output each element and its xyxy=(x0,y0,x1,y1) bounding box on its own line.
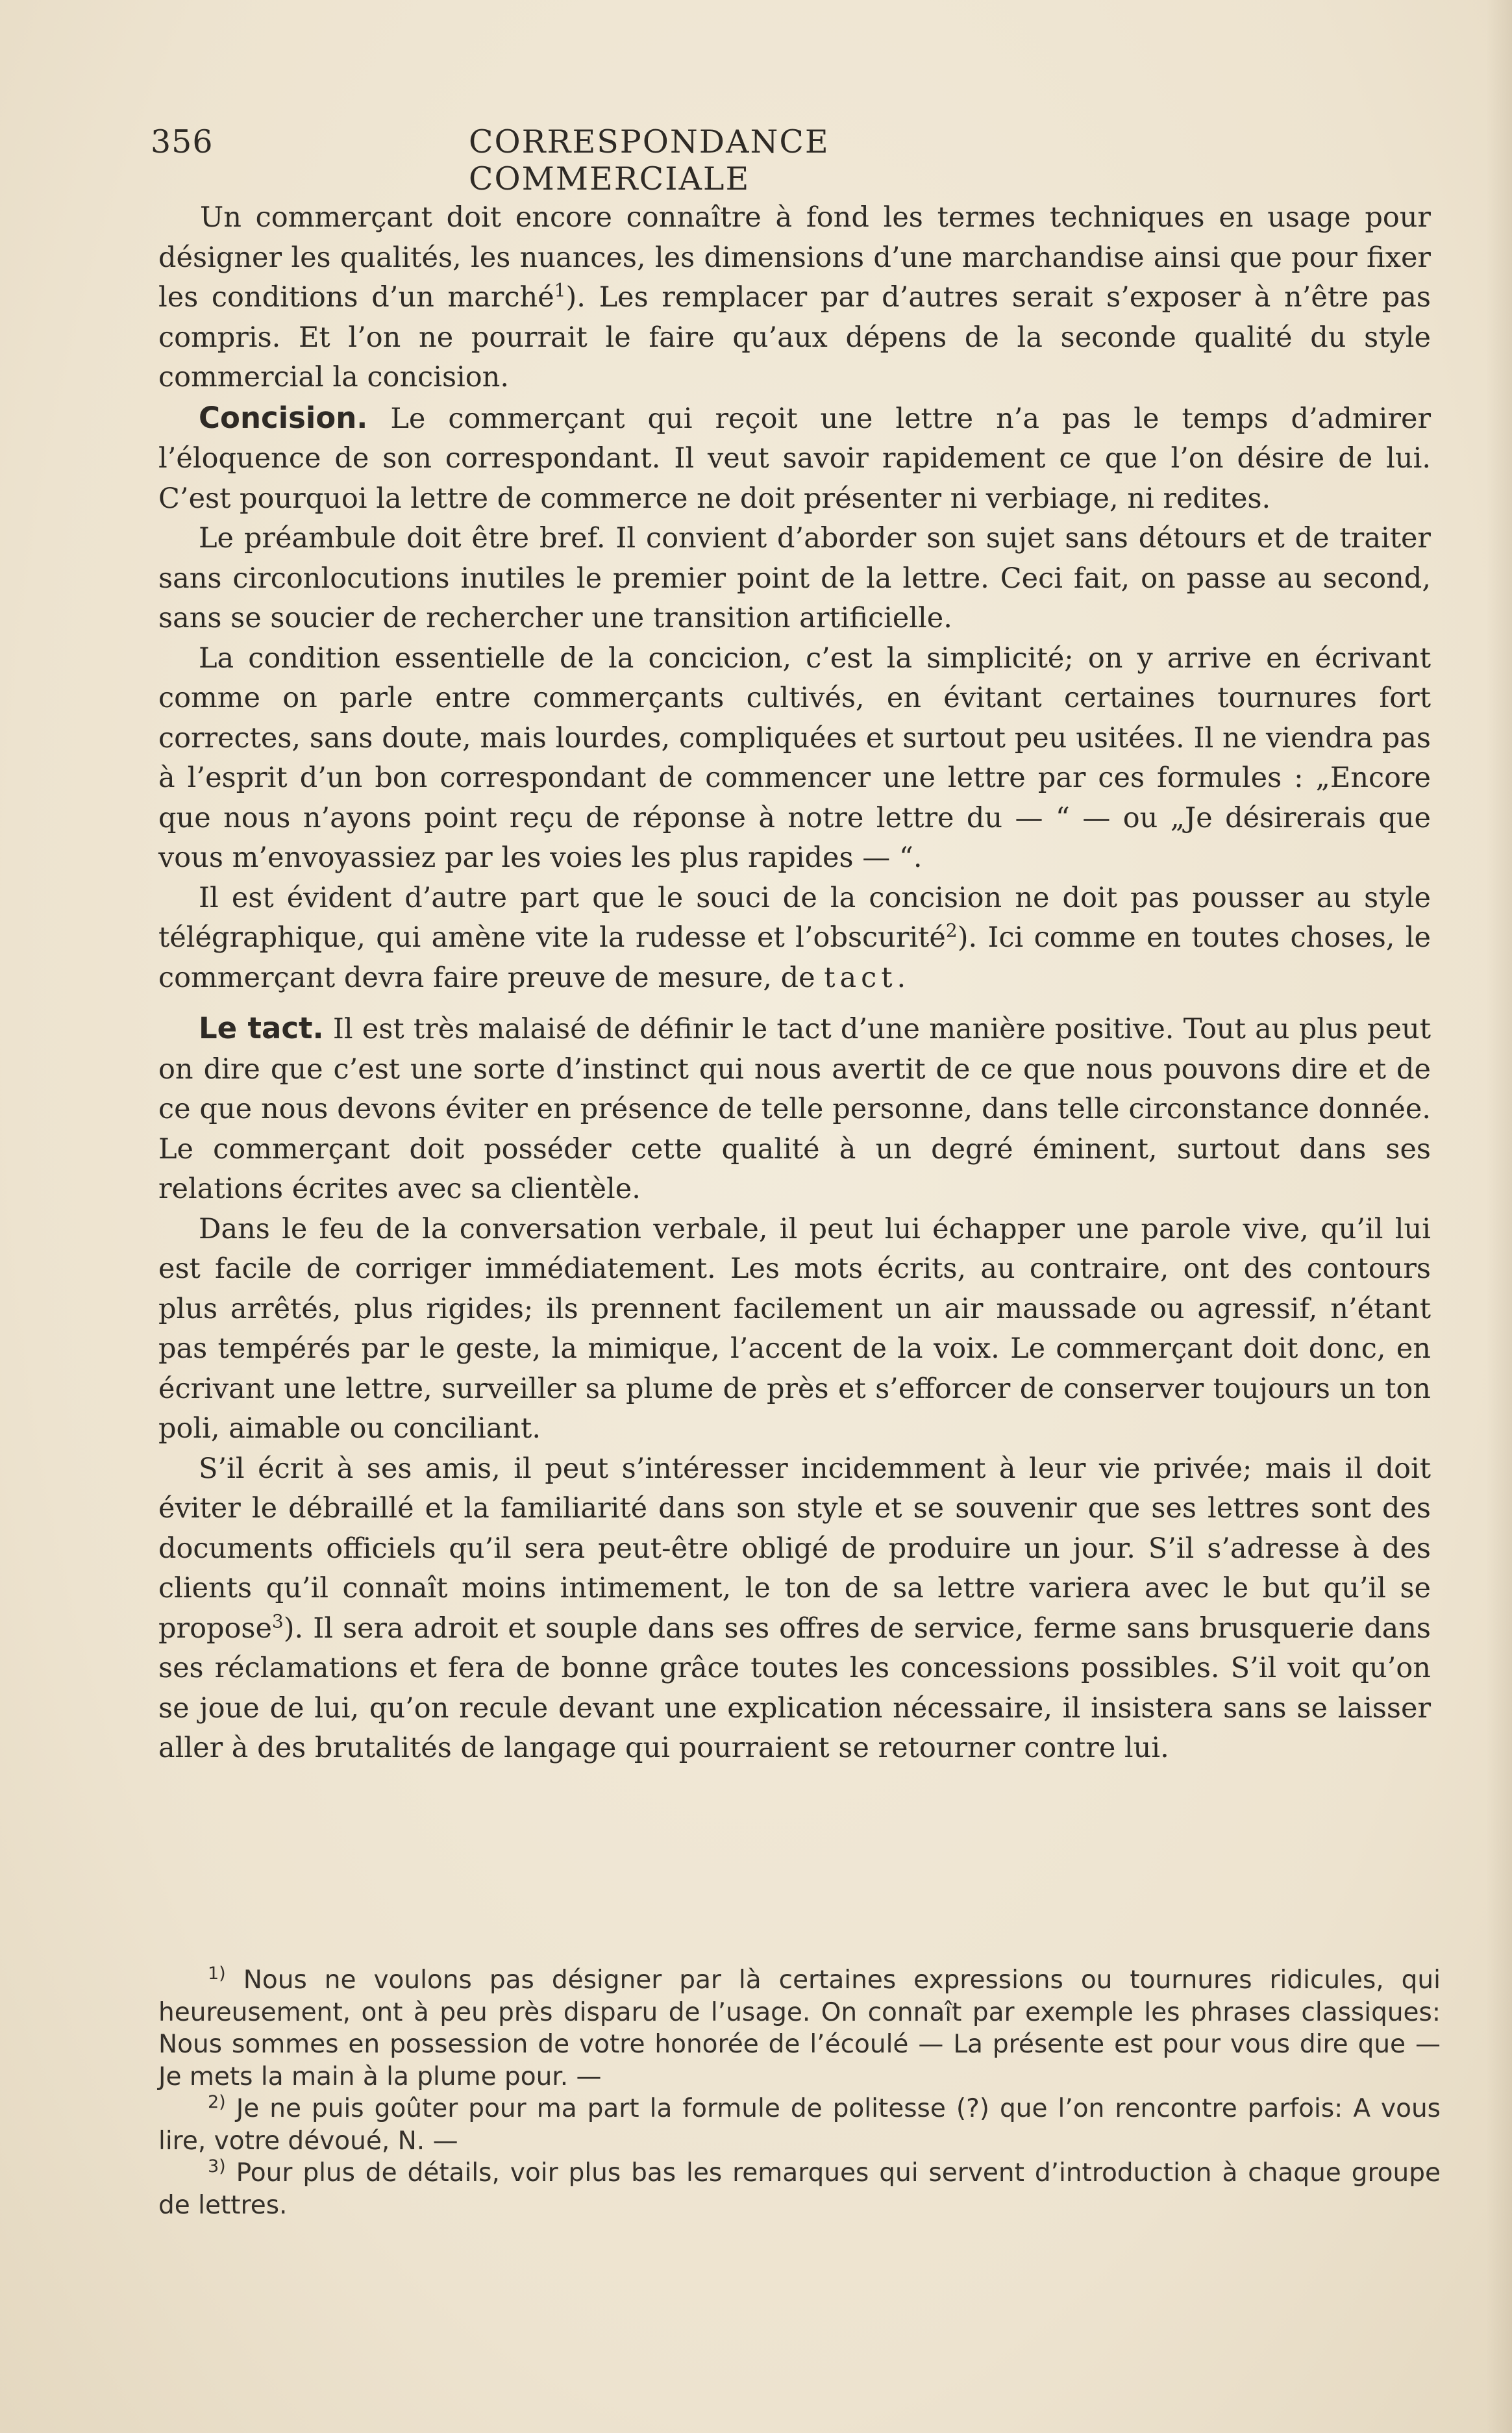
footnotes xyxy=(158,1964,1441,2221)
running-title: CORRESPONDANCE COMMERCIALE xyxy=(469,123,830,197)
footnote-2: $^{2)}$ Je ne puis goûter pour ma part la formule de politesse (?) que l’on rencontre parfois: A vous lire, votre dévoué, N. — xyxy=(158,2092,1441,2156)
footnote-marker: 2) xyxy=(208,2092,226,2112)
paragraph-telegraphic-style: Il est évident d’autre part que le souci de la concision ne doit pas pousser au style télégraphique, qui amène vite la rudesse et l’obscurité$^2$). Ici comme en toutes choses, le commerçant devra faire preuve de mesure, de tact. xyxy=(158,881,1431,994)
footnote-marker: 3) xyxy=(208,2156,226,2177)
section-heading-tact: Le tact. xyxy=(199,1011,324,1045)
footnote-marker: 1) xyxy=(208,1964,226,1984)
emphasis-tact: tact. xyxy=(824,961,911,994)
page-header xyxy=(151,123,1105,197)
paragraph-concision: Concision. Le commerçant qui reçoit une lettre n’a pas le temps d’admirer l’éloquence de son correspondant. Il veut savoir rapidement ce que l’on désire de lui. C’est pourquoi la lettre de commerce ne doit présenter ni verbiage, ni redites. xyxy=(158,400,1431,515)
paragraph-tact: Le tact. Il est très malaisé de définir le tact d’une manière positive. Tout au plus peut on dire que c’est une sorte d’instinct qui nous avertit de ce que nous pouvons dire et de ce que nous devons éviter en présence de telle personne, dans telle circonstance donnée. Le commerçant doit posséder cette qualité à un degré éminent, surtout dans ses relations écrites avec sa clientèle. xyxy=(158,1011,1431,1205)
footnote-3: $^{3)}$ Pour plus de détails, voir plus bas les remarques qui servent d’introduction à chaque groupe de lettres. xyxy=(158,2156,1441,2220)
section-heading-concision: Concision. xyxy=(199,400,368,435)
footnote-ref-1: 1 xyxy=(554,279,566,301)
footnote-ref-2: 2 xyxy=(945,919,958,942)
paragraph-technical-terms: Un commerçant doit encore connaître à fond les termes techniques en usage pour désigner les qualités, les nuances, les dimensions d’une marchandise ainsi que pour fixer les conditions d’un marché$^1$). Les remplacer par d’autres serait s’exposer à n’être pas compris. Et l’on ne pourrait le faire qu’aux dépens de la seconde qualité du style commercial la concision. xyxy=(158,201,1431,393)
page-edge-shadow xyxy=(1486,0,1512,2433)
footnote-1: $^{1)}$ Nous ne voulons pas désigner par là certaines expressions ou tournures ridicules, qui heureusement, ont à peu près disparu de l’usage. On connaît par exemple les phrases classiques: Nous sommes en possession de votre honorée de l’écoulé — La présente est pour vous dire que — Je mets la main à la plume pour. — xyxy=(158,1964,1441,2091)
paragraph-conversation: Dans le feu de la conversation verbale, il peut lui échapper une parole vive, qu’il lui est facile de corriger immédiatement. Les mots écrits, au contraire, ont des contours plus arrêtés, plus rigides; ils prennent facilement un air maussade ou agressif, n’étant pas tempérés par le geste, la mimique, l’accent de la voix. Le commerçant doit donc, en écrivant une lettre, surveiller sa plume de près et s’efforcer de conserver toujours un ton poli, aimable ou conciliant. xyxy=(158,1212,1431,1445)
paragraph-preamble: Le préambule doit être bref. Il convient d’aborder son sujet sans détours et de traiter sans circonlocutions inutiles le premier point de la lettre. Ceci fait, on passe au second, sans se soucier de rechercher une transition artificielle. xyxy=(158,522,1431,634)
paragraph-friends-clients: S’il écrit à ses amis, il peut s’intéresser incidemment à leur vie privée; mais il doit éviter le débraillé et la familiarité dans son style et se souvenir que ses lettres sont des documents officiels qu’il sera peut-être obligé de produire un jour. S’il s’adresse à des clients qu’il connaît moins intimement, le ton de sa lettre variera avec le but qu’il se propose$^3$). Il sera adroit et souple dans ses offres de service, ferme sans brusquerie dans ses réclamations et fera de bonne grâce toutes les concessions possibles. S’il voit qu’on se joue de lui, qu’on recule devant une explication nécessaire, il insistera sans se laisser aller à des brutalités de langage qui pourraient se retourner contre lui. xyxy=(158,1452,1431,1764)
main-text xyxy=(158,198,1431,1769)
paragraph-simplicity: La condition essentielle de la concicion, c’est la simplicité; on y arrive en écrivant comme on parle entre commerçants cultivés, en évitant certaines tournures fort correctes, sans doute, mais lourdes, compliquées et surtout peu usitées. Il ne viendra pas à l’esprit d’un bon correspondant de commencer une lettre par ces formules : „Encore que nous n’ayons point reçu de réponse à notre lettre du — “ — ou „Je désirerais que vous m’envoyassiez par les voies les plus rapides — “. xyxy=(158,642,1431,874)
footnote-ref-3: 3 xyxy=(271,1610,284,1632)
page-number: 356 xyxy=(151,123,214,160)
